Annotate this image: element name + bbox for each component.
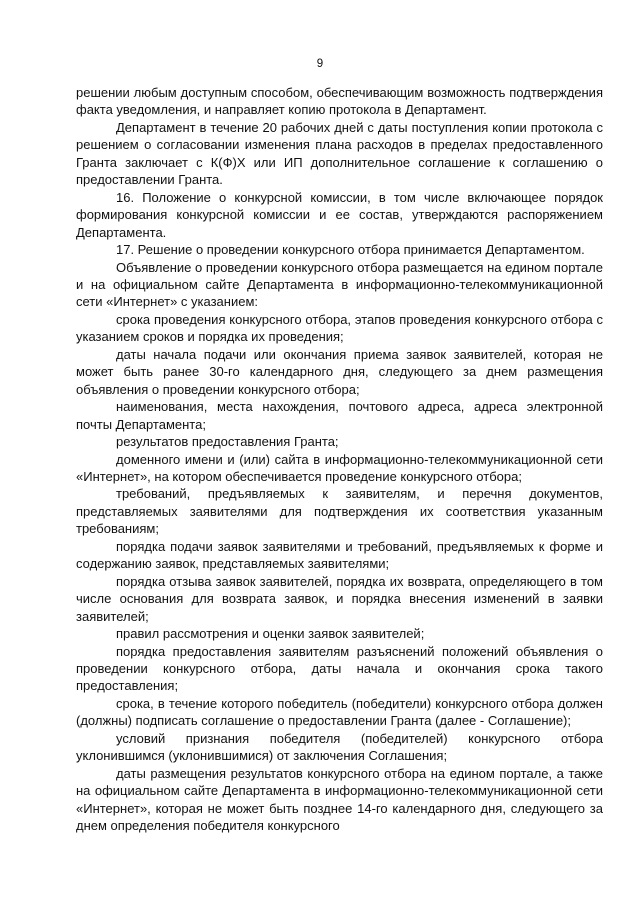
paragraph: Департамент в течение 20 рабочих дней с даты поступления копии протокола с решением о согласовании изменения плана расходов в пределах предоставленного Гранта заключает с К(Ф)Х или ИП дополнительное соглашение к соглашению о предоставлении Гранта.: [76, 119, 603, 188]
paragraph: срока, в течение которого победитель (победители) конкурсного отбора должен (должны) подписать соглашение о предоставлении Гранта (далее - Соглашение);: [76, 695, 603, 729]
paragraph: срока проведения конкурсного отбора, этапов проведения конкурсного отбора с указанием сроков и порядка их проведения;: [76, 311, 603, 345]
paragraph: 17. Решение о проведении конкурсного отбора принимается Департаментом.: [116, 242, 585, 258]
paragraph: требований, предъявляемых к заявителям, и перечня документов, представляемых заявителями для подтверждения их соответствия указанным требованиям;: [76, 486, 603, 537]
paragraph: 16. Положение о конкурсной комиссии, в том числе включающее порядок формирования конкурсной комиссии и ее состав, утверждаются распоряжением Департамента.: [76, 189, 603, 240]
document-body: [76, 84, 603, 834]
paragraph: доменного имени и (или) сайта в информационно-телекоммуникационной сети «Интернет», на котором обеспечивается проведение конкурсного отбора;: [76, 451, 603, 484]
paragraph: даты начала подачи или окончания приема заявок заявителей, которая не может быть ранее 30-го календарного дня, следующего за днем размещения объявления о проведении конкурсного отбора;: [76, 346, 603, 397]
paragraph: даты размещения результатов конкурсного отбора на едином портале, а также на официальном сайте Департамента в информационно-телекоммуникационной сети «Интернет», которая не может быть позднее 14-го календарного дня, следующего за днем определения победителя конкурсного: [76, 765, 603, 834]
page-number: 9: [316, 58, 324, 70]
paragraph: правил рассмотрения и оценки заявок заявителей;: [116, 626, 425, 642]
paragraph: результатов предоставления Гранта;: [116, 434, 339, 450]
paragraph: порядка отзыва заявок заявителей, порядка их возврата, определяющего в том числе основания для возврата заявок, и порядка внесения изменений в заявки заявителей;: [76, 573, 603, 624]
paragraph: решении любым доступным способом, обеспечивающим возможность подтверждения факта уведомления, и направляет копию протокола в Департамент.: [76, 85, 603, 118]
paragraph: порядка подачи заявок заявителями и требований, предъявляемых к форме и содержанию заявок, представляемых заявителями;: [76, 538, 603, 572]
paragraph: порядка предоставления заявителям разъяснений положений объявления о проведении конкурсного отбора, даты начала и окончания срока такого предоставления;: [76, 643, 603, 694]
paragraph: условий признания победителя (победителей) конкурсного отбора уклонившимся (уклонившимися) от заключения Соглашения;: [76, 730, 603, 764]
paragraph: Объявление о проведении конкурсного отбора размещается на едином портале и на официальном сайте Департамента в информационно-телекоммуникационной сети «Интернет» с указанием:: [76, 259, 603, 310]
paragraph: наименования, места нахождения, почтового адреса, адреса электронной почты Департамента;: [76, 399, 603, 432]
